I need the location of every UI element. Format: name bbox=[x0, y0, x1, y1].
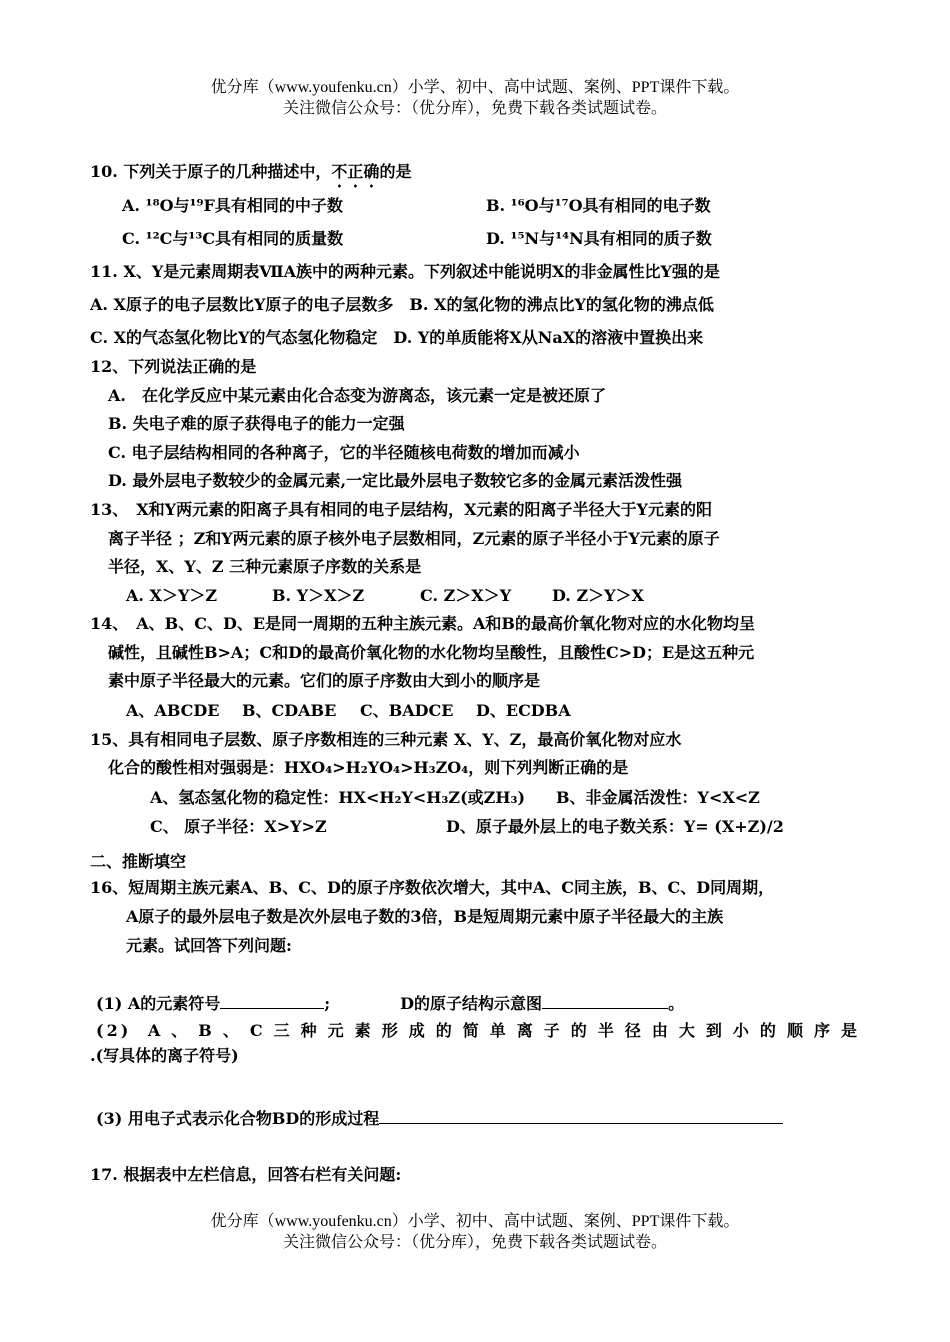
blank-a-symbol[interactable] bbox=[220, 992, 324, 1009]
q13-option-c: C. Z＞X＞Y bbox=[420, 586, 512, 605]
q13-option-a: A. X＞Y＞Z bbox=[126, 586, 218, 605]
q12-option-d: D. 最外层电子数较少的金属元素,一定比最外层电子数较它多的金属元素活泼性强 bbox=[108, 471, 683, 490]
q15-line-2: 化合的酸性相对强弱是：HXO₄>H₂YO₄>H₃ZO₄，则下列判断正确的是 bbox=[108, 758, 629, 777]
q14-line-2: 碱性，且碱性B>A；C和D的最高价氧化物的水化物均呈酸性，且酸性C>D；E是这五种元 bbox=[108, 643, 755, 662]
q14-option-b: B、CDABE bbox=[242, 701, 337, 720]
q13-line-2: 离子半径 ；Z和Y两元素的原子核外电子层数相同，Z元素的原子半径小于Y元素的原子 bbox=[108, 529, 720, 548]
q10-stem: 10. 下列关于原子的几种描述中，不正确的是 bbox=[90, 162, 412, 181]
q12-stem: 12、下列说法正确的是 bbox=[90, 357, 257, 376]
header-line-2: 关注微信公众号：（优分库），免费下载各类试题试卷。 bbox=[282, 100, 667, 117]
q13-option-d: D. Z＞Y＞X bbox=[552, 586, 644, 605]
q10-option-b: B. ¹⁶O与¹⁷O具有相同的电子数 bbox=[486, 196, 711, 215]
blank-d-structure[interactable] bbox=[542, 992, 668, 1009]
q16-part-3: (3) 用电子式表示化合物BD的形成过程 bbox=[96, 1107, 783, 1130]
q12-option-c: C. 电子层结构相同的各种离子，它的半径随核电荷数的增加而减小 bbox=[108, 443, 580, 462]
q14-line-3: 素中原子半径最大的元素。它们的原子序数由大到小的顺序是 bbox=[108, 671, 541, 690]
q11-options-cd: C. X的气态氢化物比Y的气态氢化物稳定 D. Y的单质能将X从NaX的溶液中置换出来 bbox=[90, 328, 704, 347]
blank-bd-formation[interactable] bbox=[379, 1107, 783, 1124]
q12-option-b: B. 失电子难的原子获得电子的能力一定强 bbox=[108, 414, 405, 433]
q14-line-1: 14、 A、B、C、D、E是同一周期的五种主族元素。A和B的最高价氧化物对应的水化物均呈 bbox=[90, 614, 755, 633]
footer-line-1: 优分库（www.youfenku.cn）小学、初中、高中试题、案例、PPT课件下载。 bbox=[210, 1213, 740, 1230]
q11-options-ab: A. X原子的电子层数比Y原子的电子层数多 B. X的氢化物的沸点比Y的氢化物的沸点低 bbox=[90, 295, 714, 314]
q15-line-1: 15、具有相同电子层数、原子序数相连的三种元素 X、Y、Z，最高价氧化物对应水 bbox=[90, 730, 682, 749]
q17-stem: 17. 根据表中左栏信息，回答右栏有关问题: bbox=[90, 1165, 402, 1184]
q15-option-b: B、非金属活泼性：Y<X<Z bbox=[556, 788, 760, 807]
footer-line-2: 关注微信公众号：（优分库），免费下载各类试题试卷。 bbox=[282, 1234, 667, 1251]
q16-line-3: 元素。试回答下列问题: bbox=[126, 936, 292, 955]
q11-stem: 11. X、Y是元素周期表ⅦA族中的两种元素。下列叙述中能说明X的非金属性比Y强的是 bbox=[90, 262, 720, 281]
q10-option-d: D. ¹⁵N与¹⁴N具有相同的质子数 bbox=[486, 229, 712, 248]
q16-part-2-note: .(写具体的离子符号) bbox=[90, 1046, 239, 1065]
q12-option-a: A. 在化学反应中某元素由化合态变为游离态，该元素一定是被还原了 bbox=[108, 386, 606, 405]
header-line-1: 优分库（www.youfenku.cn）小学、初中、高中试题、案例、PPT课件下载。 bbox=[210, 79, 740, 96]
section-2-title: 二、推断填空 bbox=[90, 852, 187, 871]
q10-option-c: C. ¹²C与¹³C具有相同的质量数 bbox=[122, 229, 344, 248]
q15-option-a: A、氢态氢化物的稳定性：HX<H₂Y<H₃Z(或ZH₃) bbox=[150, 788, 526, 807]
q13-line-3: 半径，X、Y、Z 三种元素原子序数的关系是 bbox=[108, 557, 422, 576]
q13-line-1: 13、 X和Y两元素的阳离子具有相同的电子层结构，X元素的阳离子半径大于Y元素的阳 bbox=[90, 500, 712, 519]
q14-option-c: C、BADCE bbox=[360, 701, 454, 720]
q16-part-1: (1) A的元素符号 ; D的原子结构示意图 。 bbox=[96, 994, 685, 1013]
q14-option-d: D、ECDBA bbox=[476, 701, 571, 720]
q14-option-a: A、ABCDE bbox=[126, 701, 220, 720]
q16-line-2: A原子的最外层电子数是次外层电子数的3倍，B是短周期元素中原子半径最大的主族 bbox=[126, 907, 724, 926]
q13-option-b: B. Y＞X＞Z bbox=[272, 586, 365, 605]
q16-line-1: 16、短周期主族元素A、B、C、D的原子序数依次增大，其中A、C同主族，B、C、D同周期， bbox=[90, 878, 775, 897]
q15-option-c: C、 原子半径：X>Y>Z bbox=[150, 817, 327, 836]
q15-option-d: D、原子最外层上的电子数关系：Y= (X+Z)/2 bbox=[446, 817, 784, 836]
q10-option-a: A. ¹⁸O与¹⁹F具有相同的中子数 bbox=[122, 196, 343, 215]
q16-part-2: (2) A、B、C三种元素形成的简单离子的半径由大到小的顺序是 bbox=[96, 1021, 860, 1040]
